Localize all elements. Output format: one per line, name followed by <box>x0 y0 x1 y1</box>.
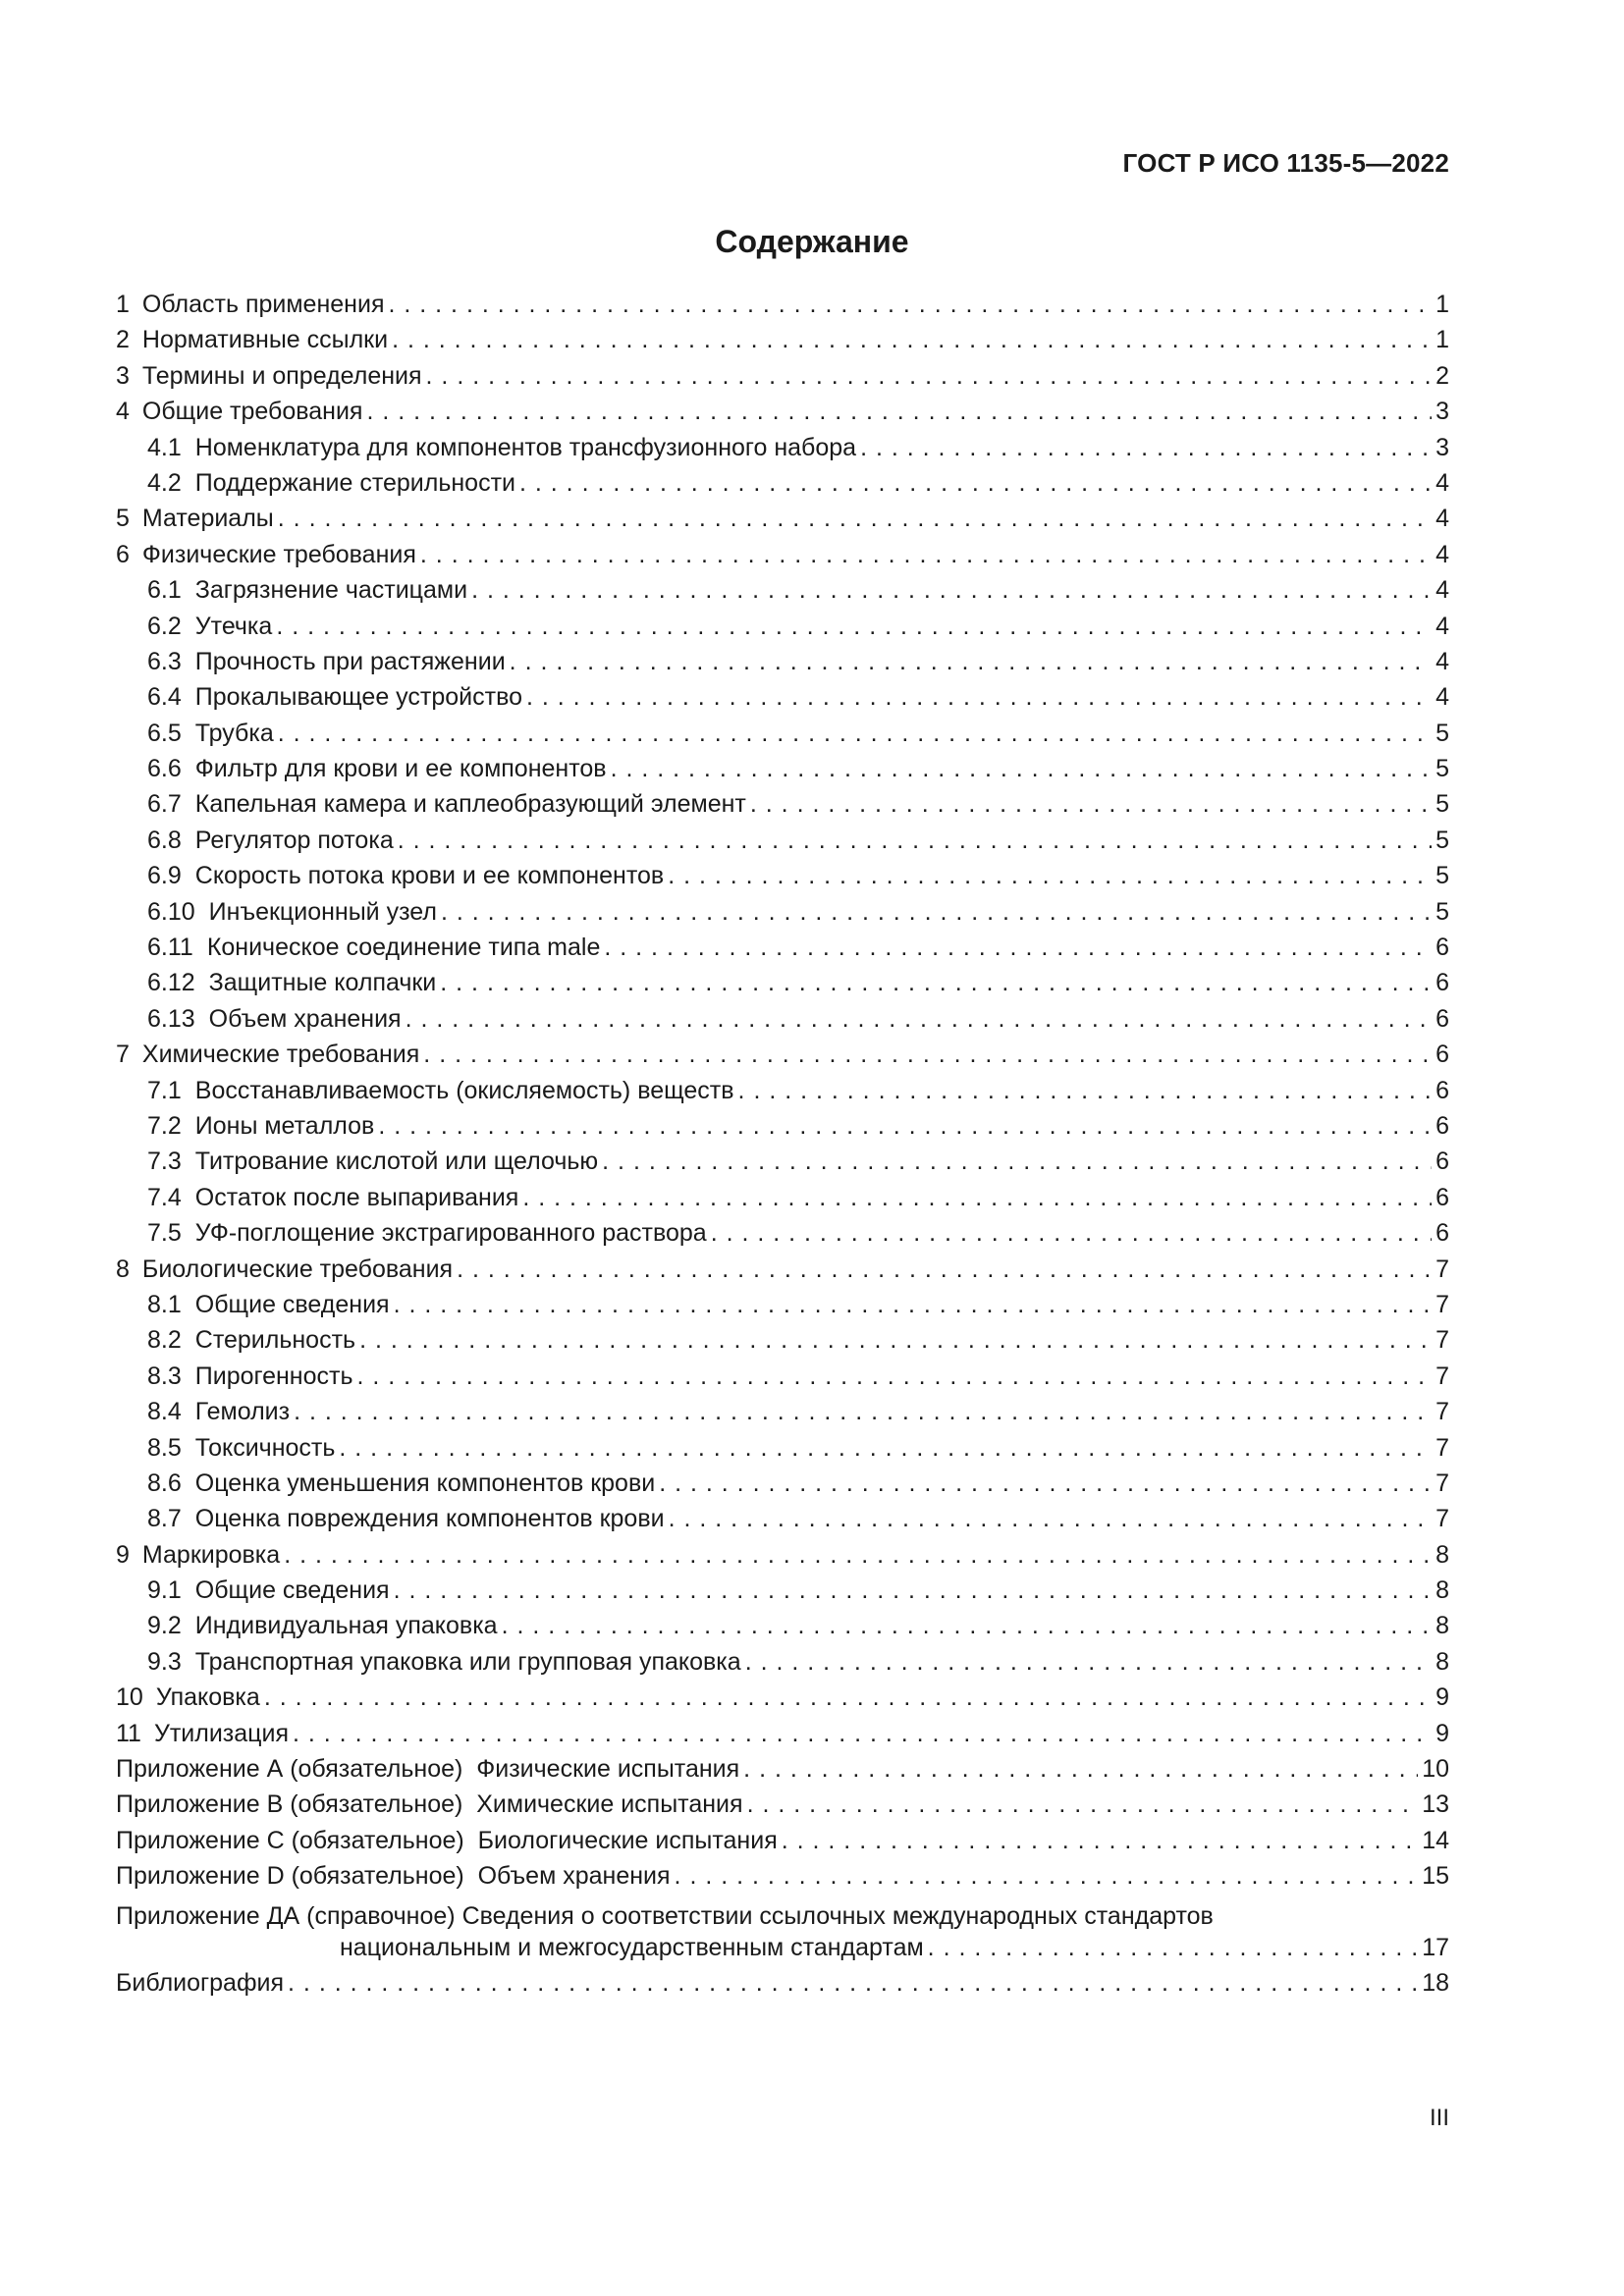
dot-leader <box>711 1219 1432 1248</box>
dot-leader <box>782 1827 1418 1855</box>
toc-entry-number: 8.7 <box>147 1505 182 1533</box>
toc-entry-number: 4 <box>116 398 130 426</box>
toc-page-number: 6 <box>1435 1004 1449 1033</box>
dot-leader <box>356 1362 1432 1391</box>
toc-entry-text: Индивидуальная упаковка <box>194 1612 498 1640</box>
toc-entry-number: 6.13 <box>147 1004 195 1033</box>
toc-entry-text: Защитные колпачки <box>208 969 437 997</box>
toc-entry-text: Объем хранения <box>208 1004 402 1033</box>
toc-page-number: 4 <box>1435 576 1449 605</box>
toc-page-number: 4 <box>1435 468 1449 497</box>
dot-leader <box>440 969 1432 997</box>
toc-page-number: 6 <box>1435 1219 1449 1248</box>
toc-page-number: 5 <box>1435 862 1449 890</box>
toc-entry-text: Транспортная упаковка или групповая упаковка <box>194 1647 741 1676</box>
dot-leader <box>604 934 1432 962</box>
toc-entry[interactable] <box>116 790 1449 826</box>
toc-entry[interactable] <box>116 1505 1449 1540</box>
dot-leader <box>928 1934 1419 1962</box>
toc-page-number: 8 <box>1435 1540 1449 1569</box>
toc-entry[interactable] <box>116 1041 1449 1076</box>
toc-page-number: 4 <box>1435 540 1449 568</box>
toc-page-number: 17 <box>1422 1933 1449 1961</box>
toc-entry-number: 11 <box>116 1719 141 1747</box>
toc-entry[interactable] <box>116 1255 1449 1291</box>
toc-entry-text-line2: национальным и межгосударственным стандартам <box>340 1933 924 1961</box>
toc-entry-number: 8.6 <box>147 1468 182 1497</box>
toc-entry[interactable] <box>116 362 1449 398</box>
toc-page-number: 2 <box>1435 361 1449 390</box>
toc-entry-number: 7.3 <box>147 1148 182 1176</box>
toc-entry-text: Термины и определения <box>141 361 422 390</box>
toc-entry-text: Прокалывающее устройство <box>194 683 522 712</box>
toc-entry[interactable] <box>116 1219 1449 1255</box>
toc-entry-appendix-da[interactable] <box>116 1898 1449 1970</box>
toc-entry-text: Поддержание стерильности <box>194 468 515 497</box>
toc-entry-number: 8.1 <box>147 1290 182 1318</box>
toc-entry-text: Фильтр для крови и ее компонентов <box>194 755 607 783</box>
dot-leader <box>423 1041 1432 1069</box>
toc-entry-number: 4.2 <box>147 468 182 497</box>
dot-leader <box>602 1148 1432 1176</box>
dot-leader <box>675 1862 1419 1891</box>
dot-leader <box>519 469 1432 498</box>
toc-entry[interactable] <box>116 862 1449 897</box>
toc-entry[interactable] <box>116 1291 1449 1326</box>
toc-page-number: 9 <box>1435 1719 1449 1747</box>
dot-leader <box>457 1255 1432 1284</box>
toc-entry-number: 6.8 <box>147 826 182 854</box>
toc-entry-number: 7.1 <box>147 1076 182 1104</box>
dot-leader <box>294 1398 1432 1426</box>
toc-entry-number: 6.9 <box>147 862 182 890</box>
toc-entry[interactable] <box>116 1827 1449 1862</box>
toc-entry-text: Восстанавливаемость (окисляемость) веществ <box>194 1076 734 1104</box>
toc-page-number: 6 <box>1435 1041 1449 1069</box>
toc-entry-text: Токсичность <box>194 1433 336 1462</box>
toc-entry-number: 3 <box>116 361 130 390</box>
toc-page-number: 6 <box>1435 934 1449 962</box>
toc-entry-number: 6 <box>116 540 130 568</box>
dot-leader <box>738 1077 1433 1105</box>
toc-entry[interactable] <box>116 1612 1449 1647</box>
dot-leader <box>388 291 1432 319</box>
toc-page-number: 6 <box>1435 1148 1449 1176</box>
toc-page-number: 5 <box>1435 790 1449 819</box>
dot-leader <box>745 1648 1432 1677</box>
toc-entry[interactable] <box>116 1720 1449 1755</box>
dot-leader <box>750 790 1432 819</box>
dot-leader <box>284 1541 1432 1570</box>
toc-entry-number: 6.4 <box>147 683 182 712</box>
toc-entry[interactable] <box>116 1790 1449 1826</box>
toc-entry[interactable] <box>116 398 1449 433</box>
dot-leader <box>398 827 1432 855</box>
toc-page-number: 4 <box>1435 612 1449 640</box>
toc-entry[interactable] <box>116 1112 1449 1148</box>
toc-entry-text: Остаток после выпаривания <box>194 1183 519 1211</box>
toc-entry-number: 9 <box>116 1540 130 1569</box>
toc-entry-number: 6.5 <box>147 719 182 747</box>
toc-entry-text: Общие требования <box>141 398 363 426</box>
dot-leader <box>426 362 1433 391</box>
toc-page-number: 5 <box>1435 719 1449 747</box>
toc-page-number: 7 <box>1435 1505 1449 1533</box>
toc-entry-number: 10 <box>116 1683 143 1712</box>
toc-entry-number: 7.5 <box>147 1219 182 1248</box>
toc-page-number: 18 <box>1422 1969 1449 1998</box>
toc-entry-text: Ионы металлов <box>194 1111 375 1140</box>
toc-page-number: 7 <box>1435 1468 1449 1497</box>
dot-leader <box>659 1469 1432 1498</box>
toc-entry-number: 6.11 <box>147 934 193 962</box>
toc-entry-text: Утечка <box>194 612 273 640</box>
toc-entry[interactable] <box>116 469 1449 505</box>
toc-entry[interactable] <box>116 326 1449 361</box>
toc-entry[interactable] <box>116 1398 1449 1433</box>
dot-leader <box>526 683 1432 712</box>
toc-page-number: 5 <box>1435 826 1449 854</box>
toc-entry[interactable] <box>116 434 1449 469</box>
toc-entry[interactable] <box>116 683 1449 719</box>
toc-entry-text: Скорость потока крови и ее компонентов <box>194 862 665 890</box>
toc-entry[interactable] <box>116 1434 1449 1469</box>
dot-leader <box>860 434 1432 462</box>
toc-entry[interactable] <box>116 505 1449 540</box>
toc-entry[interactable] <box>116 1683 1449 1719</box>
toc-entry[interactable] <box>116 1077 1449 1112</box>
toc-entry-text: Номенклатура для компонентов трансфузионного набора <box>194 433 857 461</box>
toc-entry-number: 6.10 <box>147 897 195 926</box>
toc-page-number: 7 <box>1435 1290 1449 1318</box>
toc-entry[interactable] <box>116 720 1449 755</box>
toc-entry-text: Стерильность <box>194 1326 356 1355</box>
toc-entry-text: Физические требования <box>141 540 416 568</box>
dot-leader <box>276 613 1432 641</box>
toc-entry-number: 8.2 <box>147 1326 182 1355</box>
toc-entry[interactable] <box>116 1541 1449 1576</box>
dot-leader <box>366 398 1432 426</box>
toc-page-number: 4 <box>1435 647 1449 675</box>
toc-entry-text: Оценка повреждения компонентов крови <box>194 1505 665 1533</box>
dot-leader <box>668 862 1432 890</box>
toc-entry-text: Приложение С (обязательное) Биологические испытания <box>116 1826 778 1854</box>
toc-entry-text: Маркировка <box>141 1540 281 1569</box>
toc-entry-text: Биологические требования <box>141 1255 454 1283</box>
document-code: ГОСТ Р ИСО 1135-5—2022 <box>1122 148 1449 178</box>
dot-leader <box>406 1005 1432 1034</box>
toc-entry-text: Нормативные ссылки <box>141 326 389 354</box>
dot-leader <box>743 1755 1418 1784</box>
toc-entry-number: 9.3 <box>147 1647 182 1676</box>
toc-entry[interactable] <box>116 1755 1449 1790</box>
toc-entry-text-line1: Приложение ДА (справочное) Сведения о соответствии ссылочных международных стандартов <box>116 1901 1214 1930</box>
toc-entry[interactable] <box>116 827 1449 862</box>
toc-entry-number: 6.7 <box>147 790 182 819</box>
toc-entry-text: Прочность при растяжении <box>194 647 506 675</box>
toc-page-number: 1 <box>1435 291 1449 318</box>
toc-page-number: 7 <box>1435 1326 1449 1355</box>
toc-entry-text: Библиография <box>116 1969 285 1998</box>
toc-page-number: 7 <box>1435 1255 1449 1283</box>
dot-leader <box>522 1184 1432 1212</box>
toc-entry[interactable] <box>116 648 1449 683</box>
toc-entry[interactable] <box>116 1862 1449 1897</box>
dot-leader <box>394 1576 1433 1605</box>
toc-page-number: 6 <box>1435 1076 1449 1104</box>
toc-entry-text: Титрование кислотой или щелочью <box>194 1148 599 1176</box>
toc-entry[interactable] <box>116 898 1449 934</box>
toc-entry-text: Регулятор потока <box>194 826 394 854</box>
toc-entry-number: 7.2 <box>147 1111 182 1140</box>
toc-entry-text: Инъекционный узел <box>208 897 437 926</box>
toc-entry-number: 6.12 <box>147 969 195 997</box>
toc-entry-number: 6.1 <box>147 576 182 605</box>
toc-entry-text: Область применения <box>141 291 385 318</box>
toc-entry-text: Общие сведения <box>194 1290 390 1318</box>
toc-entry-number: 8.3 <box>147 1362 182 1390</box>
toc-page-number: 6 <box>1435 1111 1449 1140</box>
toc-entry-text: Пирогенность <box>194 1362 353 1390</box>
toc-entry-text: Загрязнение частицами <box>194 576 468 605</box>
toc-entry-text: Гемолиз <box>194 1398 291 1426</box>
toc-page-number: 8 <box>1435 1576 1449 1605</box>
table-of-contents <box>116 291 1449 2005</box>
page-number-roman: III <box>1429 2105 1449 2131</box>
toc-page-number: 10 <box>1422 1755 1449 1784</box>
toc-page-number: 6 <box>1435 1183 1449 1211</box>
dot-leader <box>392 326 1432 354</box>
dot-leader <box>378 1112 1432 1141</box>
dot-leader <box>359 1326 1432 1355</box>
toc-entry-number: 1 <box>116 291 130 318</box>
toc-entry[interactable] <box>116 1326 1449 1362</box>
toc-entry[interactable] <box>116 1469 1449 1505</box>
toc-entry-number: 6.6 <box>147 755 182 783</box>
toc-entry-number: 7 <box>116 1041 130 1069</box>
dot-leader <box>747 1790 1419 1819</box>
dot-leader <box>471 576 1432 605</box>
dot-leader <box>502 1612 1433 1640</box>
toc-page-number: 5 <box>1435 897 1449 926</box>
toc-entry[interactable] <box>116 1005 1449 1041</box>
toc-entry[interactable] <box>116 1362 1449 1398</box>
toc-entry-text: Приложение В (обязательное) Химические испытания <box>116 1790 743 1819</box>
dot-leader <box>278 720 1432 748</box>
toc-entry-bibliography[interactable] <box>116 1969 1449 2004</box>
toc-entry-text: УФ-поглощение экстрагированного раствора <box>194 1219 707 1248</box>
dot-leader <box>420 541 1432 569</box>
toc-entry-text: Капельная камера и каплеобразующий элемент <box>194 790 746 819</box>
dot-leader <box>611 755 1433 783</box>
toc-page-number: 5 <box>1435 755 1449 783</box>
toc-entry-text: Утилизация <box>153 1719 289 1747</box>
toc-entry-number: 2 <box>116 326 130 354</box>
toc-entry-text: Оценка уменьшения компонентов крови <box>194 1468 656 1497</box>
toc-entry-text: Приложение А (обязательное) Физические испытания <box>116 1755 740 1784</box>
toc-entry-text: Химические требования <box>141 1041 420 1069</box>
toc-entry[interactable] <box>116 613 1449 648</box>
toc-entry-text: Материалы <box>141 505 274 533</box>
toc-entry[interactable] <box>116 541 1449 576</box>
toc-entry-number: 4.1 <box>147 433 182 461</box>
toc-entry-text: Упаковка <box>155 1683 260 1712</box>
dot-leader <box>278 505 1432 533</box>
toc-entry[interactable] <box>116 934 1449 969</box>
dot-leader <box>288 1969 1418 1998</box>
toc-entry[interactable] <box>116 576 1449 612</box>
toc-entry-number: 8 <box>116 1255 130 1283</box>
toc-entry[interactable] <box>116 291 1449 326</box>
toc-page-number: 7 <box>1435 1433 1449 1462</box>
toc-page-number: 15 <box>1422 1862 1449 1891</box>
toc-entry-number: 8.4 <box>147 1398 182 1426</box>
toc-page-number: 6 <box>1435 969 1449 997</box>
dot-leader <box>339 1434 1432 1463</box>
toc-page-number: 13 <box>1422 1790 1449 1819</box>
toc-entry-text: Трубка <box>194 719 274 747</box>
toc-entry[interactable] <box>116 1148 1449 1183</box>
dot-leader <box>264 1683 1432 1712</box>
toc-page-number: 7 <box>1435 1362 1449 1390</box>
toc-entry[interactable] <box>116 969 1449 1004</box>
toc-entry-number: 9.2 <box>147 1612 182 1640</box>
toc-page-number: 14 <box>1422 1826 1449 1854</box>
toc-entry-number: 5 <box>116 505 130 533</box>
toc-entry-text: Коническое соединение типа male <box>206 934 601 962</box>
toc-entry[interactable] <box>116 1648 1449 1683</box>
toc-page-number: 8 <box>1435 1647 1449 1676</box>
toc-entry-text: Общие сведения <box>194 1576 390 1605</box>
toc-page-number: 3 <box>1435 433 1449 461</box>
toc-page-number: 3 <box>1435 398 1449 426</box>
toc-entry-text: Приложение D (обязательное) Объем хранения <box>116 1862 671 1891</box>
toc-page-number: 4 <box>1435 505 1449 533</box>
dot-leader <box>293 1720 1432 1748</box>
toc-page-number: 4 <box>1435 683 1449 712</box>
toc-page-number: 9 <box>1435 1683 1449 1712</box>
toc-entry-number: 6.2 <box>147 612 182 640</box>
toc-page-number: 7 <box>1435 1398 1449 1426</box>
toc-page-number: 8 <box>1435 1612 1449 1640</box>
toc-entry[interactable] <box>116 755 1449 790</box>
dot-leader <box>441 898 1432 927</box>
toc-entry-number: 6.3 <box>147 647 182 675</box>
page-title: Содержание <box>715 224 909 259</box>
toc-entry-number: 9.1 <box>147 1576 182 1605</box>
toc-entry-number: 8.5 <box>147 1433 182 1462</box>
toc-page-number: 1 <box>1435 326 1449 354</box>
toc-entry-number: 7.4 <box>147 1183 182 1211</box>
dot-leader <box>510 648 1432 676</box>
toc-entry[interactable] <box>116 1576 1449 1612</box>
toc-entry[interactable] <box>116 1184 1449 1219</box>
dot-leader <box>669 1505 1433 1533</box>
dot-leader <box>394 1291 1433 1319</box>
